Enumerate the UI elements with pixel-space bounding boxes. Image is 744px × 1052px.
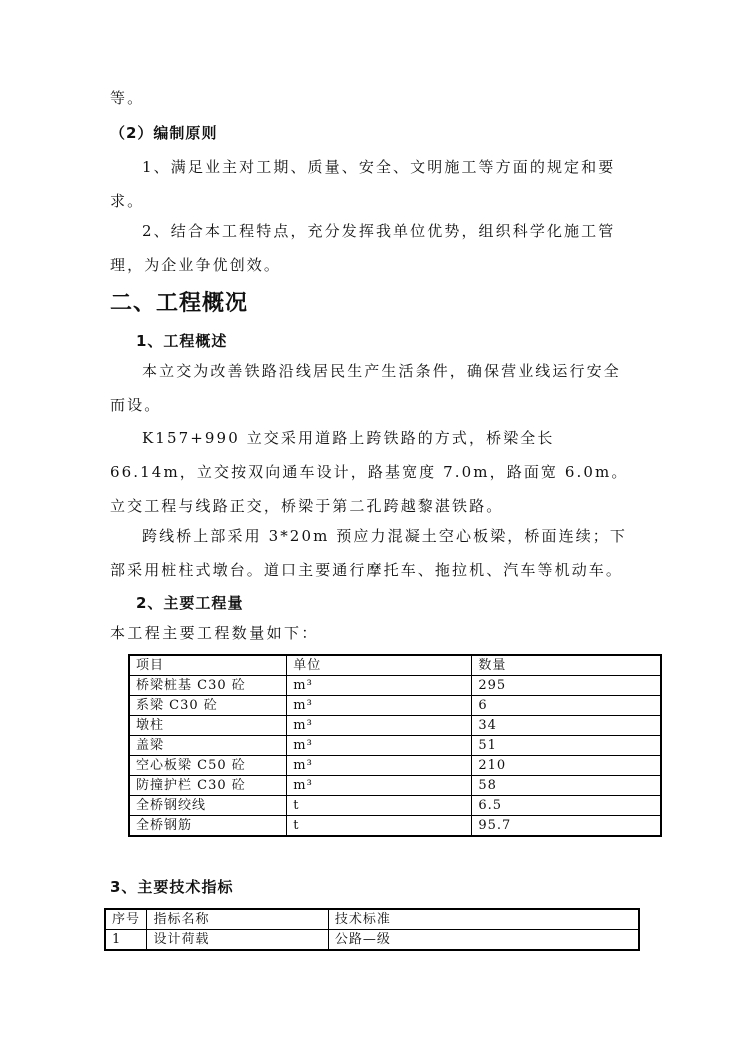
table-cell: 墩柱 <box>129 716 287 736</box>
table-cell: 95.7 <box>472 816 661 837</box>
table-cell: 51 <box>472 736 661 756</box>
table-cell: 6 <box>472 696 661 716</box>
table-cell: 210 <box>472 756 661 776</box>
table-cell: t <box>287 816 472 837</box>
table-cell: 系梁 C30 砼 <box>129 696 287 716</box>
table-header-row <box>105 909 639 930</box>
table-cell: 1 <box>105 930 147 951</box>
table-header-cell: 技术标准 <box>328 909 639 930</box>
table-cell: m³ <box>287 716 472 736</box>
paragraph-continuation: 等。 <box>110 89 145 107</box>
technical-indicators-table <box>104 908 640 951</box>
table-header-cell: 单位 <box>287 655 472 676</box>
table-cell: 空心板梁 C50 砼 <box>129 756 287 776</box>
paragraph-structure: 跨线桥上部采用 3*20m 预应力混凝土空心板梁，桥面连续；下部采用桩柱式墩台。道口主要通行摩托车、拖拉机、汽车等机动车。 <box>110 527 627 579</box>
table-cell: 58 <box>472 776 661 796</box>
heading-compilation-principles: （2）编制原则 <box>110 124 218 142</box>
paragraph-quantities-intro: 本工程主要工程数量如下： <box>110 624 319 642</box>
table-cell: t <box>287 796 472 816</box>
table-cell: m³ <box>287 676 472 696</box>
table-header-cell: 指标名称 <box>147 909 328 930</box>
table-cell: 34 <box>472 716 661 736</box>
table-cell: 防撞护栏 C30 砼 <box>129 776 287 796</box>
subheading-technical-indicators: 3、主要技术指标 <box>110 878 234 896</box>
paragraph-purpose: 本立交为改善铁路沿线居民生产生活条件，确保营业线运行安全而设。 <box>110 362 621 414</box>
table-cell: 全桥钢绞线 <box>129 796 287 816</box>
table-row <box>129 676 661 696</box>
subheading-project-summary: 1、工程概述 <box>136 332 228 350</box>
table-cell: 设计荷载 <box>147 930 328 951</box>
table-cell: 6.5 <box>472 796 661 816</box>
table-row <box>129 736 661 756</box>
table-row <box>105 930 639 951</box>
table-row <box>129 816 661 837</box>
table-cell: 295 <box>472 676 661 696</box>
table-row <box>129 716 661 736</box>
table-cell: m³ <box>287 776 472 796</box>
quantity-table <box>128 654 662 837</box>
table-header-cell: 项目 <box>129 655 287 676</box>
table-cell: m³ <box>287 696 472 716</box>
table-header-cell: 序号 <box>105 909 147 930</box>
table-row <box>129 756 661 776</box>
table-row <box>129 796 661 816</box>
table-cell: 桥梁桩基 C30 砼 <box>129 676 287 696</box>
table-header-row <box>129 655 661 676</box>
table-row <box>129 696 661 716</box>
table-cell: 公路—级 <box>328 930 639 951</box>
table-row <box>129 776 661 796</box>
paragraph-principle-2: 2、结合本工程特点，充分发挥我单位优势，组织科学化施工管理，为企业争优创效。 <box>110 222 616 274</box>
table-cell: m³ <box>287 756 472 776</box>
table-cell: 盖梁 <box>129 736 287 756</box>
section-heading-overview: 二、工程概况 <box>110 291 249 316</box>
table-cell: 全桥钢筋 <box>129 816 287 837</box>
table-cell: m³ <box>287 736 472 756</box>
paragraph-principle-1: 1、满足业主对工期、质量、安全、文明施工等方面的规定和要求。 <box>110 158 616 210</box>
paragraph-bridge-description: K157+990 立交采用道路上跨铁路的方式，桥梁全长 66.14m，立交按双向通车设计，路基宽度 7.0m，路面宽 6.0m。立交工程与线路正交，桥梁于第二孔跨越黎湛铁路。 <box>110 429 629 515</box>
subheading-main-quantities: 2、主要工程量 <box>136 594 244 612</box>
table-header-cell: 数量 <box>472 655 661 676</box>
